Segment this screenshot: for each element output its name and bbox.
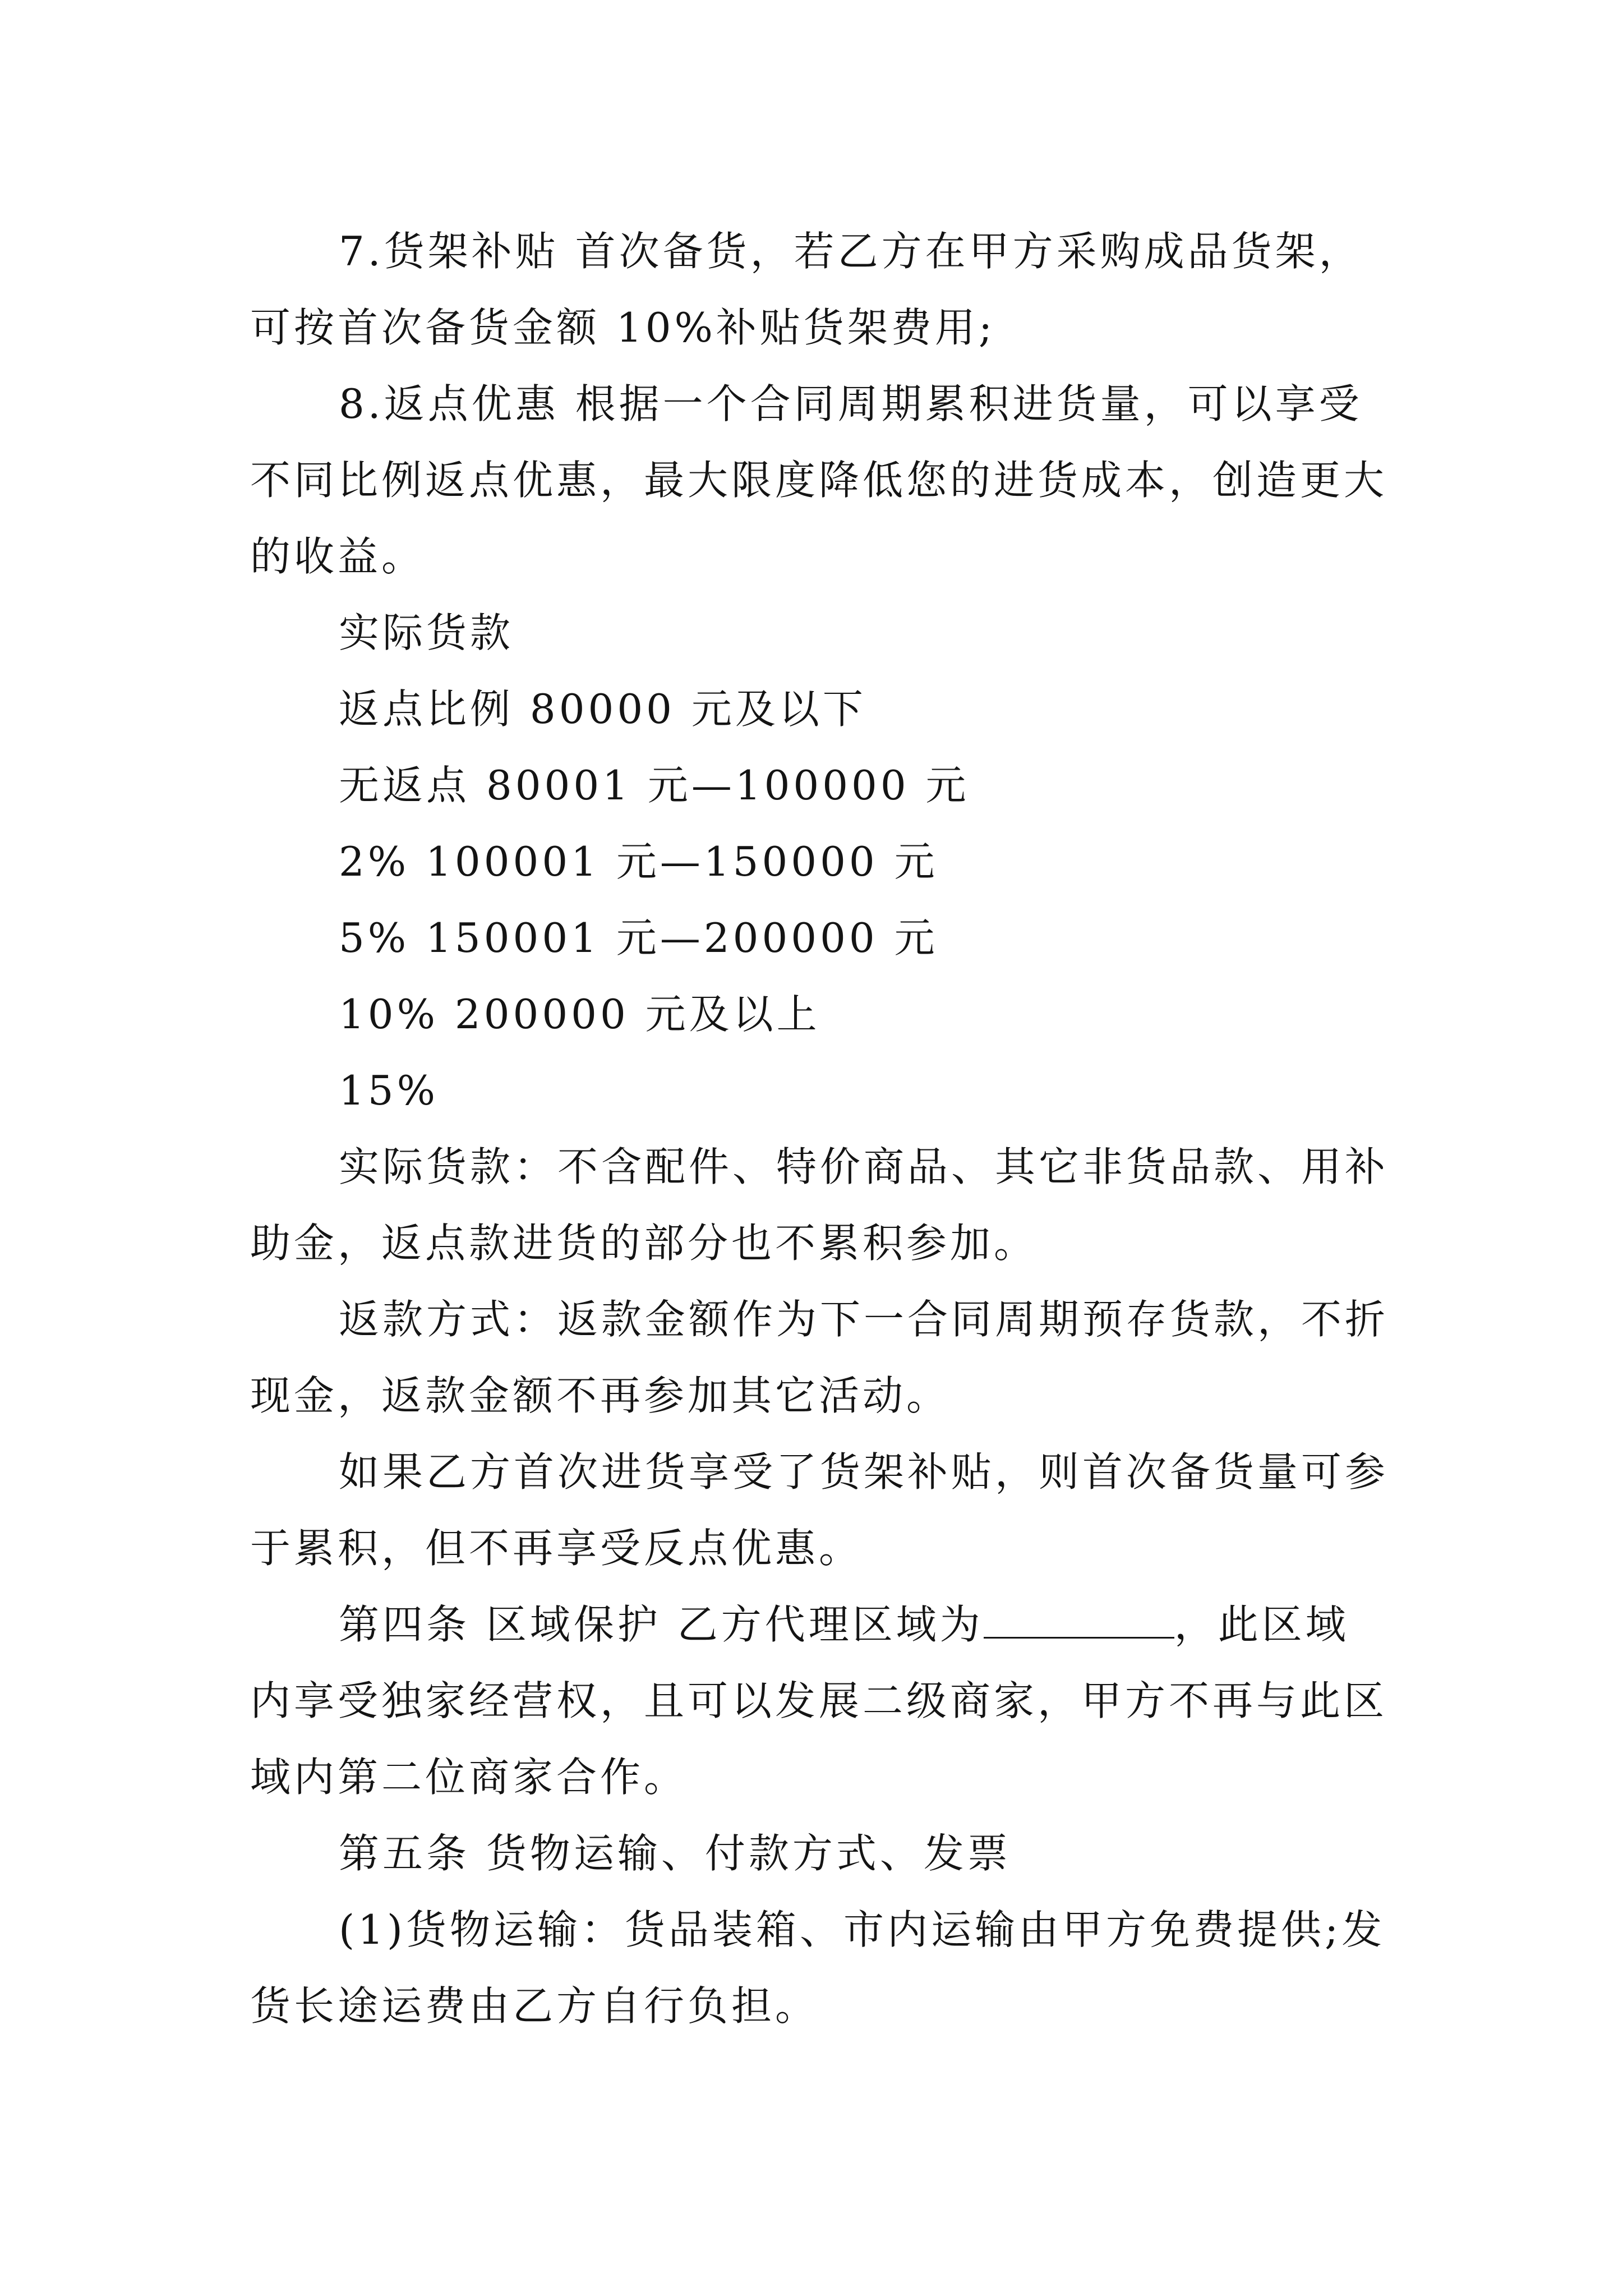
paragraph-shelf-accumulation: 如果乙方首次进货享受了货架补贴，则首次备货量可参于累积，但不再享受反点优惠。 — [250, 1448, 1389, 1572]
rebate-line: 10% 200000 元及以上 — [339, 991, 820, 1038]
paragraph-rebate-offer: 8.返点优惠 根据一个合同周期累积进货量，可以享受不同比例返点优惠，最大限度降低您的进货成本，创造更大的收益。 — [250, 380, 1388, 580]
agency-region-blank — [984, 1603, 1174, 1639]
article-4-text-after: ，此区域内享受独家经营权，且可以发展二级商家，甲方不再与此区域内第二位商家合作。 — [250, 1601, 1388, 1801]
article-5-title: 第五条 货物运输、付款方式、发票 — [339, 1830, 1011, 1877]
article-4-regional-protection — [250, 1586, 1392, 1815]
rebate-line: 2% 100001 元—150000 元 — [339, 838, 938, 885]
rebate-table-lines — [250, 595, 1392, 1129]
article-4-text-before: 第四条 区域保护 乙方代理区域为 — [339, 1601, 984, 1648]
paragraph-shelf-subsidy: 7.货架补贴 首次备货，若乙方在甲方采购成品货架，可按首次备货金额 10%补贴货架费用; — [250, 228, 1363, 351]
article-5-transport: (1)货物运输：货品装箱、市内运输由甲方免费提供;发货长途运费由乙方自行负担。 — [250, 1906, 1386, 2030]
rebate-line: 实际货款 — [339, 609, 514, 656]
rebate-line: 无返点 80001 元—100000 元 — [339, 762, 970, 809]
rebate-line: 返点比例 80000 元及以下 — [339, 685, 866, 733]
paragraph-refund-method: 返款方式：返款金额作为下一合同周期预存货款，不折现金，返款金额不再参加其它活动。 — [250, 1296, 1389, 1419]
document-body — [250, 213, 1392, 2044]
paragraph-actual-payment: 实际货款：不含配件、特价商品、其它非货品款、用补助金，返点款进货的部分也不累积参加。 — [250, 1143, 1389, 1267]
rebate-line: 15% — [339, 1067, 439, 1114]
rebate-line: 5% 150001 元—200000 元 — [339, 914, 938, 961]
